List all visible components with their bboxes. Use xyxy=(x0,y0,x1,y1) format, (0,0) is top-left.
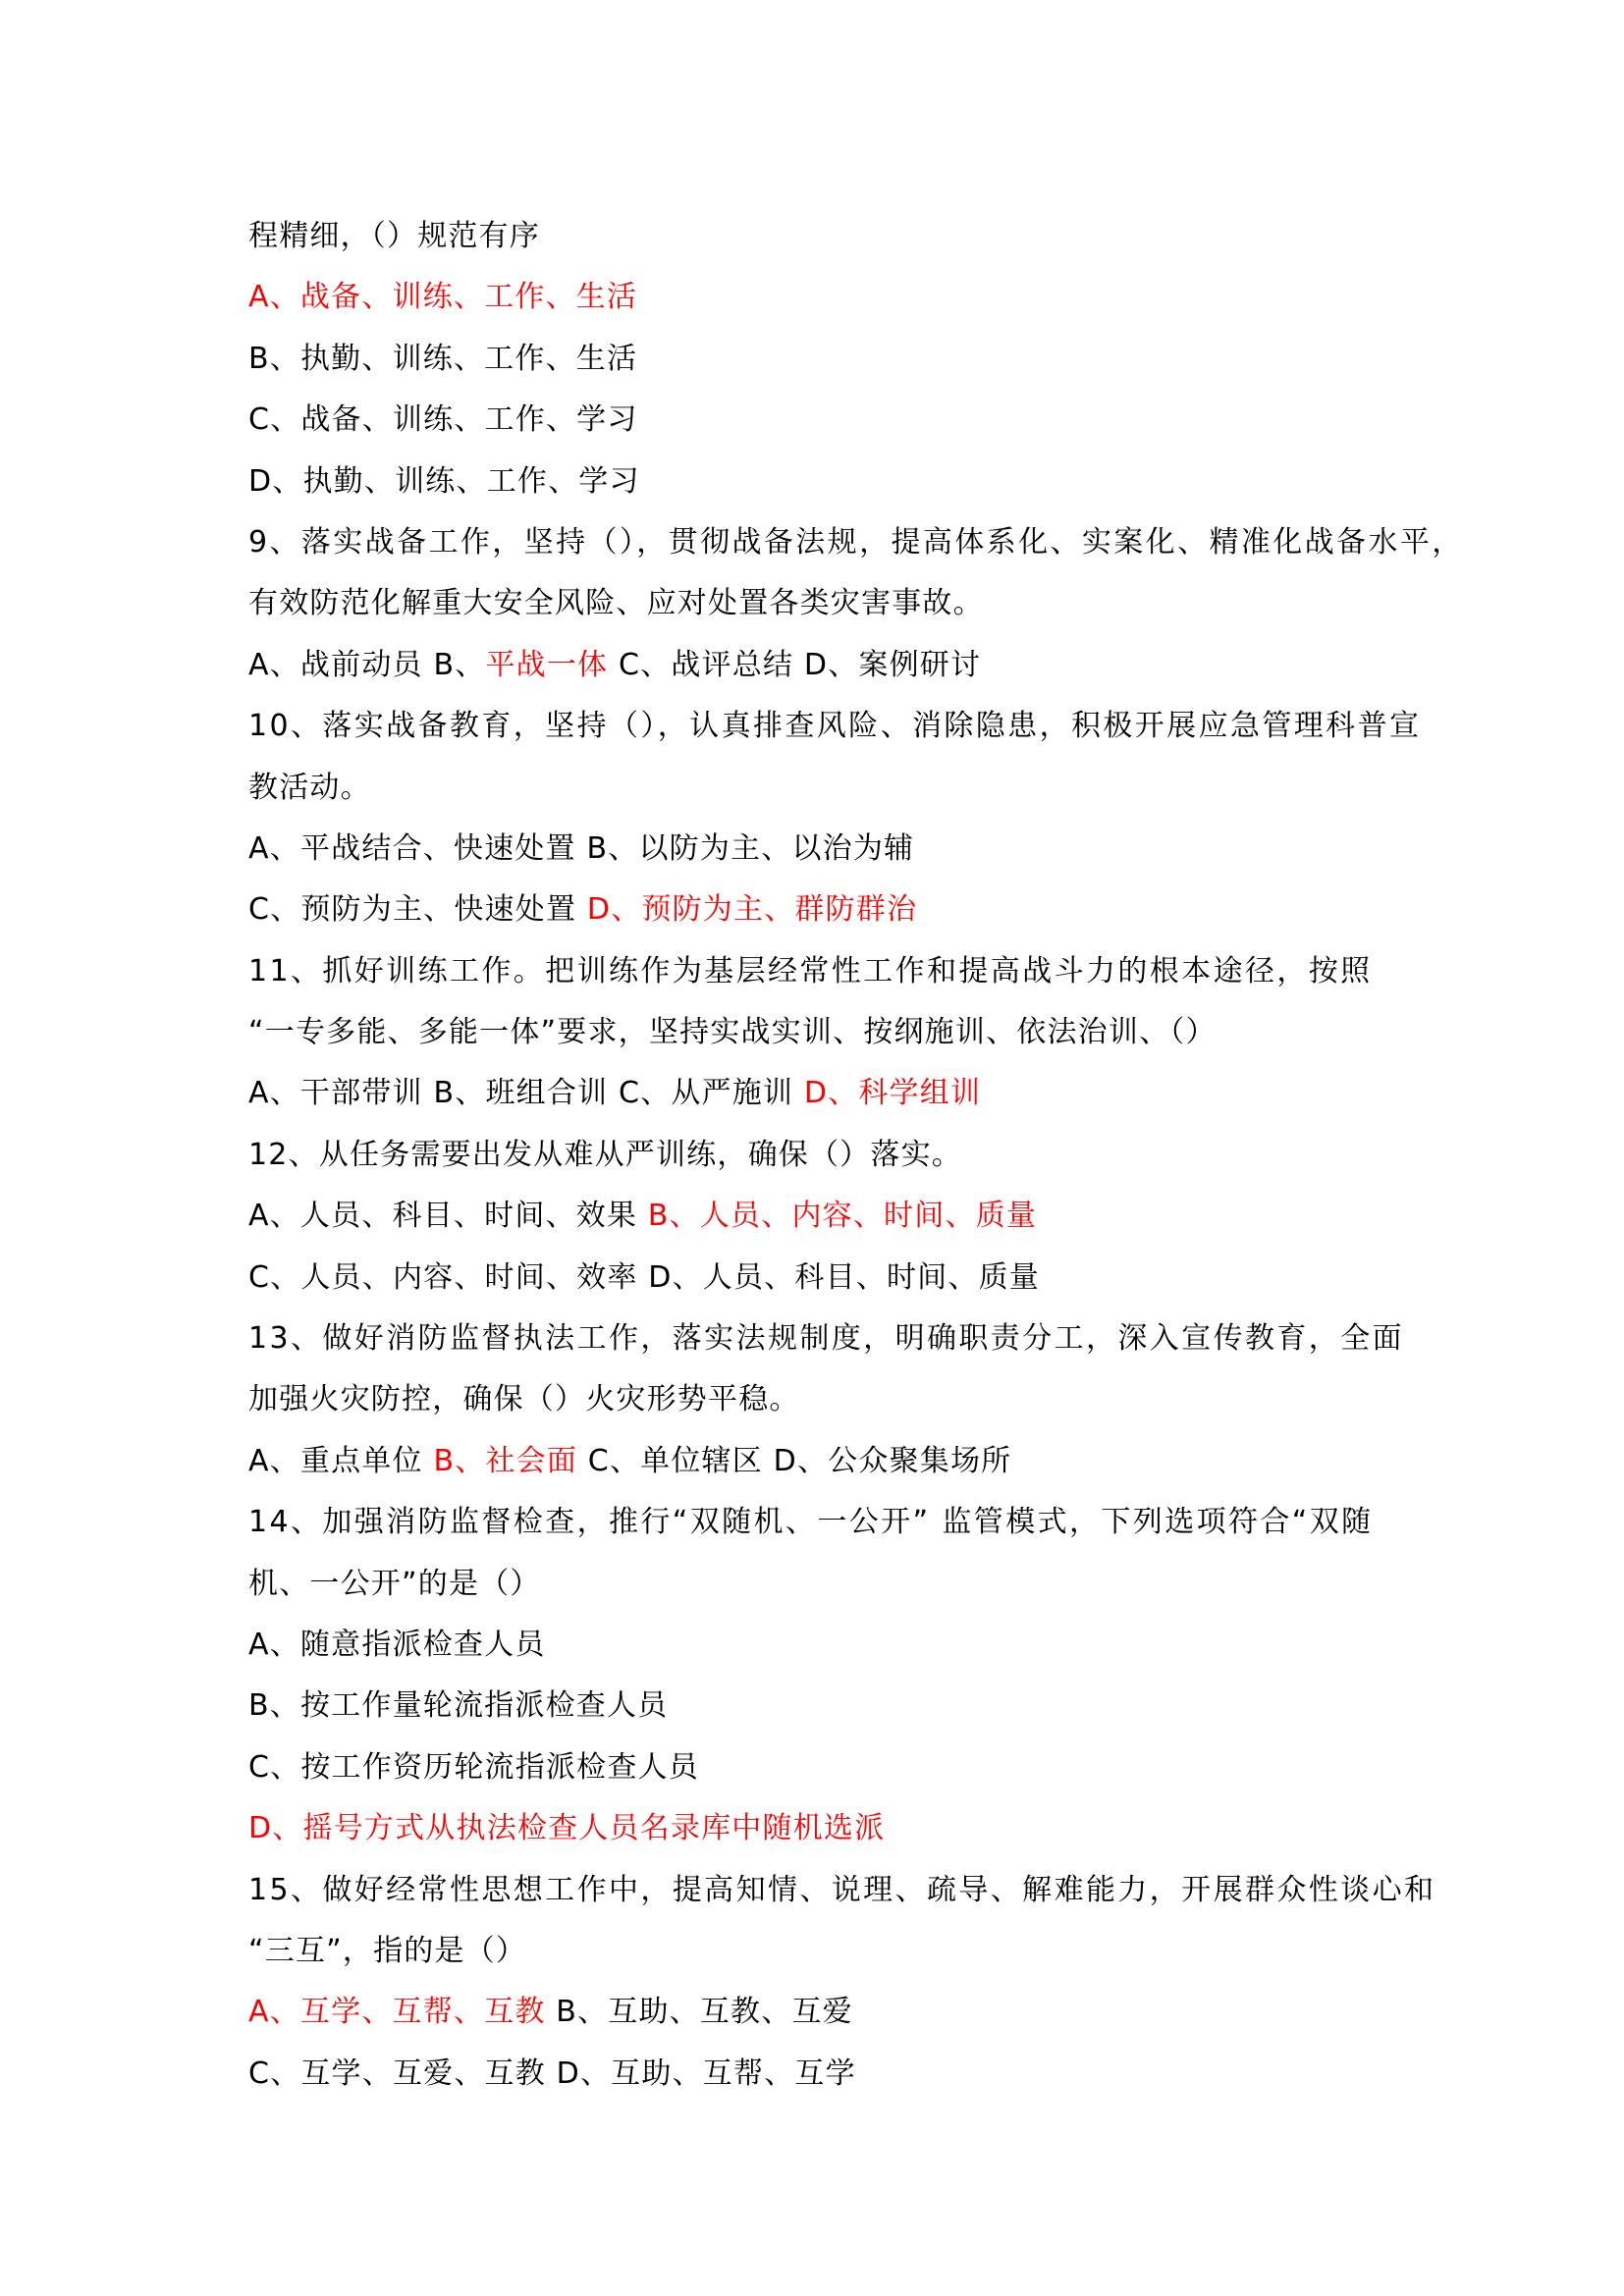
text-line xyxy=(248,819,1407,880)
question-text: 11、抓好训练工作。把训练作为基层经常性工作和提高战斗力的根本途径，按照 xyxy=(248,953,1373,988)
text-line xyxy=(248,452,1407,512)
question-text: C、单位辖区 D、公众聚集场所 xyxy=(577,1443,1012,1478)
question-text: 15、做好经常性思想工作中，提高知情、说理、疏导、解难能力，开展群众性谈心和 xyxy=(248,1872,1436,1907)
question-text: A、战前动员 B、 xyxy=(248,647,486,682)
answer-text: A、战备、训练、工作、生活 xyxy=(248,280,638,315)
question-text: 教活动。 xyxy=(248,770,371,805)
question-text: B、互助、互教、互爱 xyxy=(545,1995,853,2030)
text-line xyxy=(248,573,1407,634)
text-line xyxy=(248,1982,1407,2043)
text-line xyxy=(248,1737,1407,1798)
text-line xyxy=(248,1063,1407,1124)
text-line xyxy=(248,696,1422,757)
document-body xyxy=(248,206,1464,2105)
text-line xyxy=(248,1002,1407,1063)
question-text: A、干部带训 B、班组合训 C、从严施训 xyxy=(248,1076,804,1111)
text-line xyxy=(248,1860,1436,1921)
text-line xyxy=(248,1248,1407,1308)
question-text: 14、加强消防监督检查，推行“双随机、一公开” 监管模式，下列选项符合“双随 xyxy=(248,1505,1374,1540)
text-line xyxy=(248,512,1464,573)
question-text: 机、一公开”的是（） xyxy=(248,1566,541,1601)
question-text: B、按工作量轮流指派检查人员 xyxy=(248,1688,669,1724)
text-line xyxy=(248,1125,1407,1186)
question-text: 12、从任务需要出发从难从严训练，确保（）落实。 xyxy=(248,1137,962,1172)
question-text: A、重点单位 xyxy=(248,1443,434,1478)
text-line xyxy=(248,206,1407,267)
text-line xyxy=(248,1431,1407,1492)
question-text: D、执勤、训练、工作、学习 xyxy=(248,463,640,499)
text-line xyxy=(248,1676,1407,1736)
text-line xyxy=(248,1798,1407,1859)
text-line xyxy=(248,1308,1407,1369)
text-line xyxy=(248,267,1407,328)
answer-text: B、社会面 xyxy=(433,1443,578,1478)
question-text: C、按工作资历轮流指派检查人员 xyxy=(248,1749,699,1785)
question-text: C、预防为主、快速处置 xyxy=(248,892,587,928)
text-line xyxy=(248,758,1407,819)
question-text: C、人员、内容、时间、效率 D、人员、科目、时间、质量 xyxy=(248,1259,1040,1295)
question-text: 有效防范化解重大安全风险、应对处置各类灾害事故。 xyxy=(248,586,984,621)
question-text: 加强火灾防控，确保（）火灾形势平稳。 xyxy=(248,1382,800,1417)
text-line xyxy=(248,1615,1407,1676)
question-text: C、互学、互爱、互教 D、互助、互帮、互学 xyxy=(248,2056,856,2091)
question-text: A、平战结合、快速处置 B、以防为主、以治为辅 xyxy=(248,830,915,866)
text-line xyxy=(248,880,1407,940)
text-line xyxy=(248,390,1407,451)
text-line xyxy=(248,1369,1407,1430)
question-text: C、战评总结 D、案例研讨 xyxy=(608,647,982,682)
text-line xyxy=(248,1554,1407,1615)
question-text: B、执勤、训练、工作、生活 xyxy=(248,341,638,376)
text-line xyxy=(248,1921,1407,1982)
question-text: A、随意指派检查人员 xyxy=(248,1627,546,1662)
question-text: 9、落实战备工作，坚持（），贯彻战备法规，提高体系化、实案化、精准化战备水平， xyxy=(248,524,1464,560)
answer-text: D、科学组训 xyxy=(803,1076,982,1111)
question-text: 10、落实战备教育，坚持（），认真排查风险、消除隐患，积极开展应急管理科普宣 xyxy=(248,709,1422,744)
text-line xyxy=(248,1492,1407,1553)
text-line xyxy=(248,1186,1407,1247)
question-text: 程精细，（）规范有序 xyxy=(248,219,540,253)
text-line xyxy=(248,941,1407,1002)
text-line xyxy=(248,2044,1407,2105)
question-text: “一专多能、多能一体”要求，坚持实战实训、按纲施训、依法治训、（） xyxy=(248,1015,1217,1050)
answer-text: A、互学、互帮、互教 xyxy=(248,1995,546,2030)
text-line xyxy=(248,635,1407,696)
answer-text: D、摇号方式从执法检查人员名录库中随机选派 xyxy=(248,1811,886,1846)
text-line xyxy=(248,329,1407,390)
answer-text: 平战一体 xyxy=(485,647,609,682)
question-text: 13、做好消防监督执法工作，落实法规制度，明确职责分工，深入宣传教育，全面 xyxy=(248,1321,1404,1357)
answer-text: B、人员、内容、时间、质量 xyxy=(647,1199,1038,1234)
answer-text: D、预防为主、群防群治 xyxy=(586,892,918,928)
question-text: A、人员、科目、时间、效果 xyxy=(248,1199,648,1234)
question-text: “三互”，指的是（） xyxy=(248,1933,527,1968)
question-text: C、战备、训练、工作、学习 xyxy=(248,402,638,438)
